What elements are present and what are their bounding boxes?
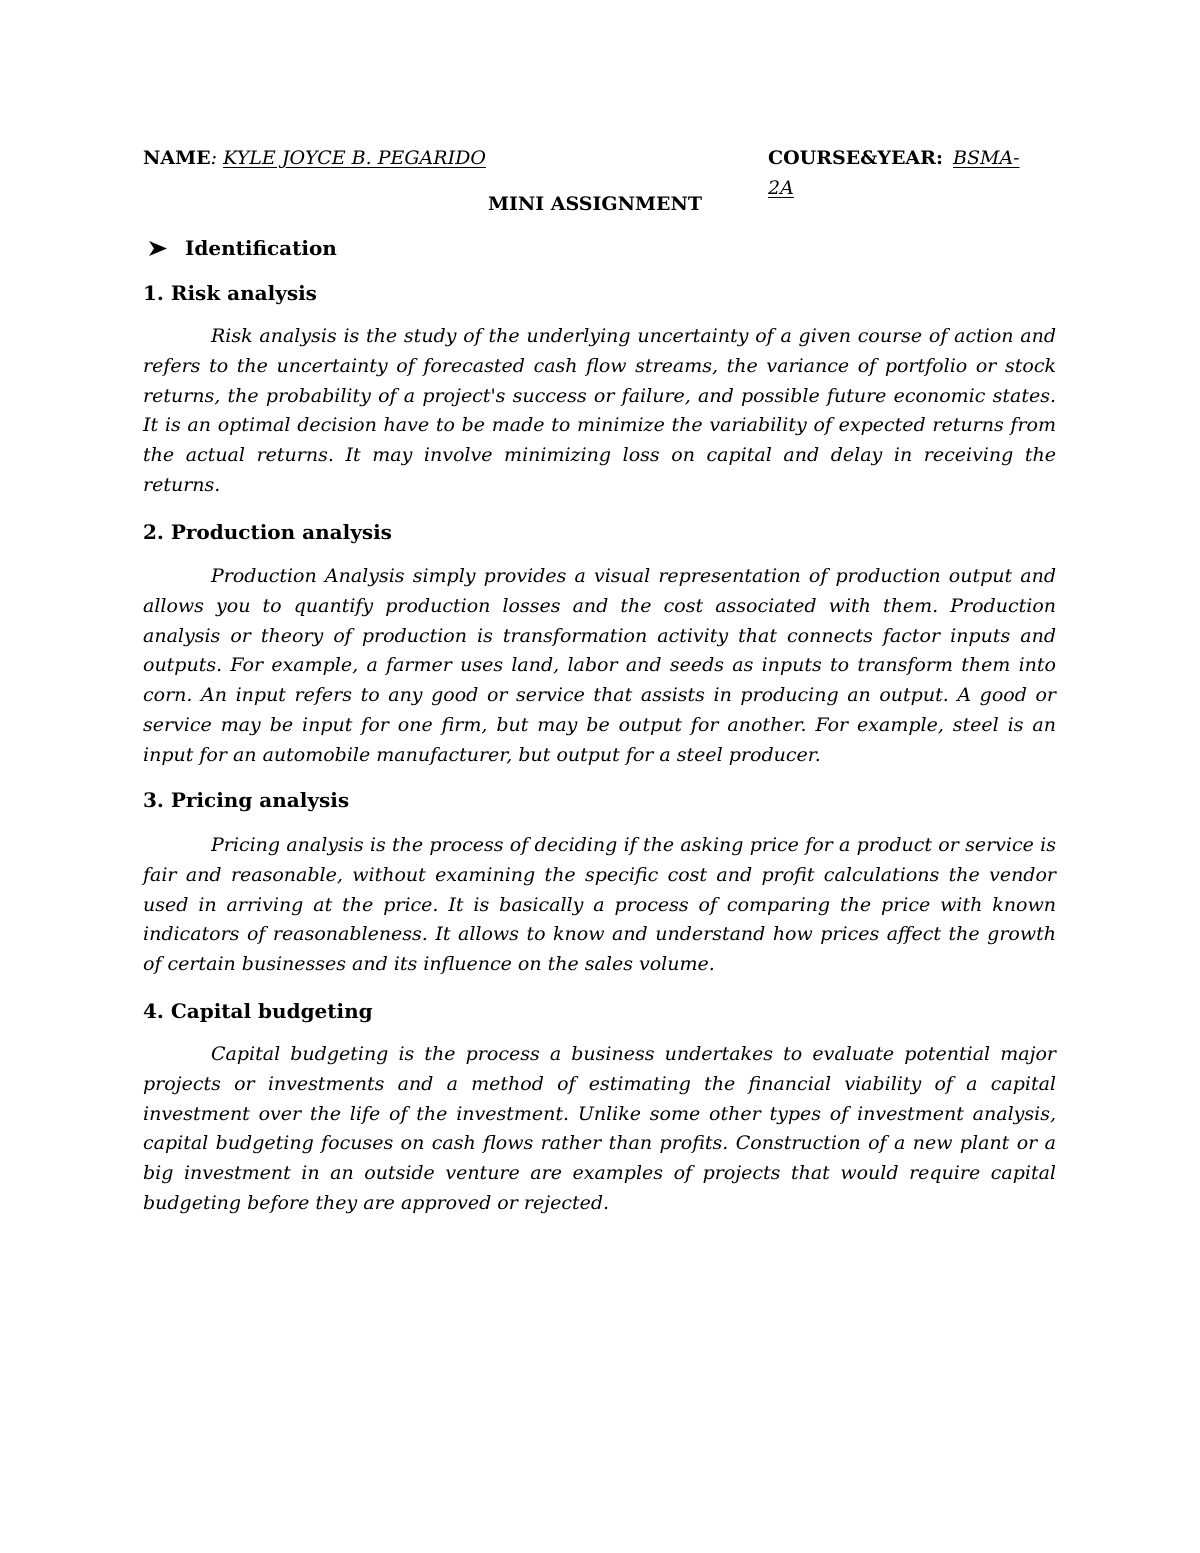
item-body-pricing-analysis: Pricing analysis is the process of deciding if the asking price for a product or service is fair and reasonable, without examining the specific cost and profit calculations the vendor used in arriving at the price. It is basically a process of comparing the price with known indicators of reasonableness. It allows to know and understand how prices affect the growth of certain businesses and its influence on the sales volume. bbox=[143, 834, 1056, 976]
course-year-label: COURSE&YEAR: bbox=[768, 147, 943, 169]
item-heading-production-analysis: 2. Production analysis bbox=[143, 520, 392, 544]
arrow-bullet-icon bbox=[148, 240, 168, 257]
item-heading-pricing-analysis: 3. Pricing analysis bbox=[143, 788, 350, 812]
item-body-risk-analysis: Risk analysis is the study of the underlying uncertainty of a given course of action and refers to the uncertainty of forecasted cash flow streams, the variance of portfolio or stock returns, the probability of a project's success or failure, and possible future economic states. It is an optimal decision have to be made to minimize the variability of expected returns from the actual returns. It may involve minimizing loss on capital and delay in receiving the returns. bbox=[143, 325, 1056, 496]
document-title: MINI ASSIGNMENT bbox=[487, 193, 703, 215]
name-field bbox=[143, 143, 486, 173]
name-label: NAME bbox=[143, 147, 211, 169]
name-colon: : bbox=[210, 147, 218, 169]
section-heading bbox=[185, 233, 337, 263]
header-row bbox=[143, 143, 1043, 199]
course-year-value: BSMA-2A bbox=[768, 147, 1020, 199]
item-body-capital-budgeting: Capital budgeting is the process a business undertakes to evaluate potential major projects or investments and a method of estimating the financial viability of a capital investment over the life of the investment. Unlike some other types of investment analysis, capital budgeting focuses on cash flows rather than profits. Construction of a new plant or a big investment in an outside venture are examples of projects that would require capital budgeting before they are approved or rejected. bbox=[143, 1043, 1056, 1214]
item-heading-capital-budgeting: 4. Capital budgeting bbox=[143, 999, 373, 1023]
name-value: KYLE JOYCE B. PEGARIDO bbox=[223, 147, 486, 169]
section-heading-text: Identification bbox=[185, 236, 337, 260]
item-body-production-analysis: Production Analysis simply provides a visual representation of production output and allows you to quantify production losses and the cost associated with them. Production analysis or theory of production is transformation activity that connects factor inputs and outputs. For example, a farmer uses land, labor and seeds as inputs to transform them into corn. An input refers to any good or service that assists in producing an output. A good or service may be input for one firm, but may be output for another. For example, steel is an input for an automobile manufacturer, but output for a steel producer. bbox=[143, 565, 1056, 766]
item-heading-risk-analysis: 1. Risk analysis bbox=[143, 281, 317, 305]
